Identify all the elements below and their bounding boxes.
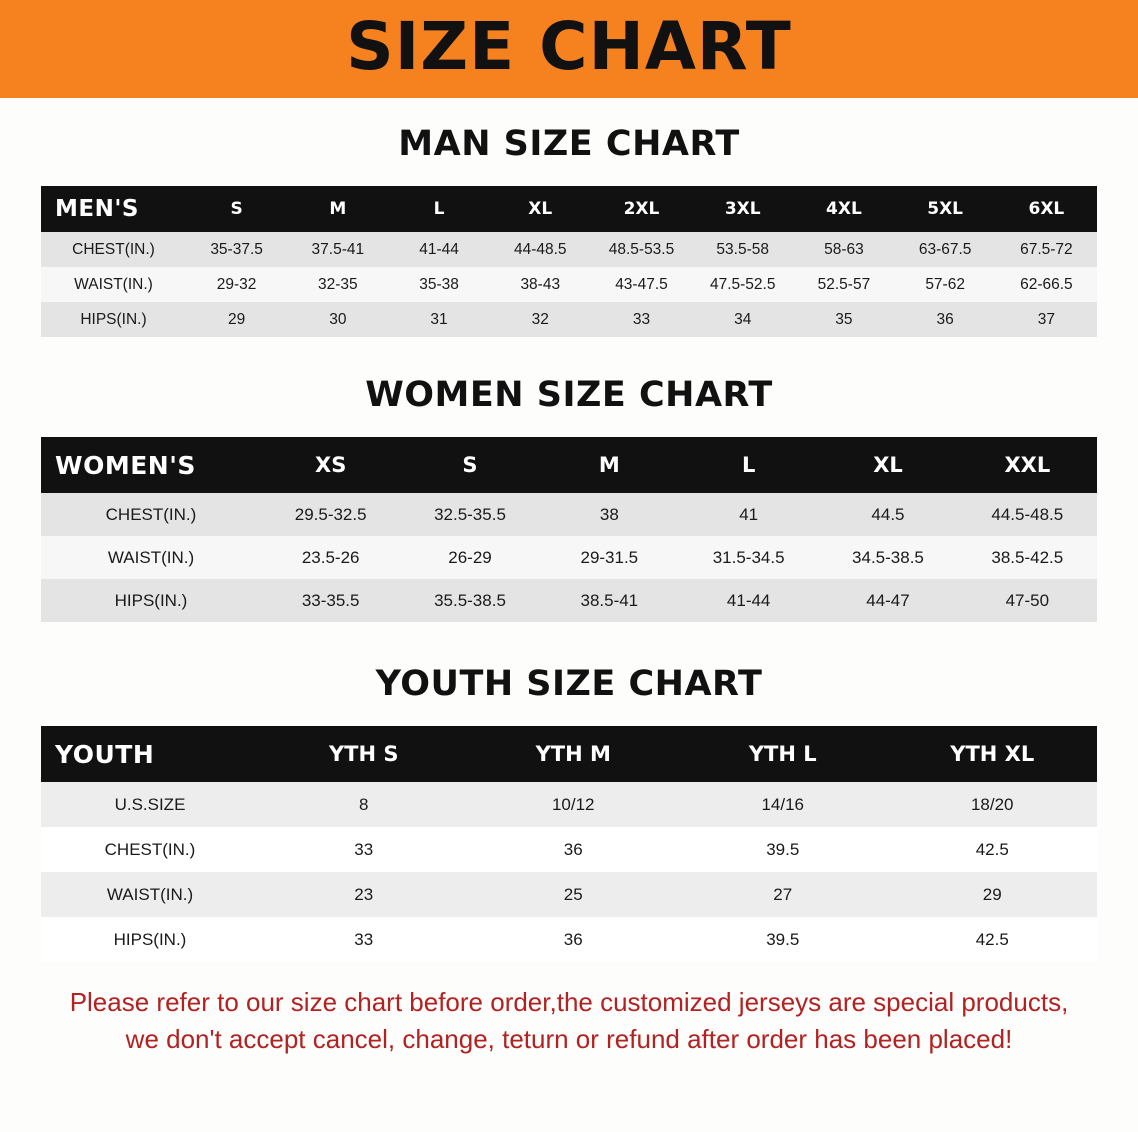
table-row <box>41 827 1097 872</box>
women-cell: 38 <box>540 493 679 536</box>
women-cell: 44-47 <box>818 579 957 622</box>
table-row <box>41 493 1097 536</box>
youth-section-heading: YOUTH SIZE CHART <box>375 664 763 704</box>
man-cell: 41-44 <box>388 232 489 267</box>
women-cell: 47-50 <box>958 579 1097 622</box>
man-cell: 37 <box>996 302 1097 337</box>
youth-cell: 29 <box>888 872 1098 917</box>
youth-column-header: YTH M <box>469 726 679 782</box>
man-cell: 33 <box>591 302 692 337</box>
page-banner <box>0 0 1138 98</box>
policy-note-line-2: we don't accept cancel, change, teturn or refund after order has been placed! <box>125 1023 1013 1054</box>
table-row <box>41 232 1097 267</box>
youth-table-head <box>41 726 1097 782</box>
man-cell: 30 <box>287 302 388 337</box>
women-cell: 23.5-26 <box>261 536 400 579</box>
women-row-label: WAIST(IN.) <box>41 536 261 579</box>
youth-cell: 36 <box>469 827 679 872</box>
table-row <box>41 267 1097 302</box>
man-cell: 53.5-58 <box>692 232 793 267</box>
man-cell: 43-47.5 <box>591 267 692 302</box>
youth-cell: 39.5 <box>678 917 888 962</box>
man-cell: 63-67.5 <box>895 232 996 267</box>
policy-note-line-1: Please refer to our size chart before order,the customized jerseys are special products, <box>69 987 1069 1017</box>
youth-row-label: HIPS(IN.) <box>41 917 259 962</box>
man-section-heading: MAN SIZE CHART <box>398 124 740 164</box>
man-column-header: S <box>186 186 287 232</box>
man-cell: 37.5-41 <box>287 232 388 267</box>
man-row-label: CHEST(IN.) <box>41 232 186 267</box>
women-table-wrap <box>0 437 1138 622</box>
table-header-row <box>41 437 1097 493</box>
man-cell: 48.5-53.5 <box>591 232 692 267</box>
youth-cell: 18/20 <box>888 782 1098 827</box>
man-cell: 29 <box>186 302 287 337</box>
youth-size-table <box>41 726 1097 962</box>
youth-cell: 14/16 <box>678 782 888 827</box>
man-cell: 57-62 <box>895 267 996 302</box>
table-row <box>41 872 1097 917</box>
man-cell: 36 <box>895 302 996 337</box>
table-row <box>41 782 1097 827</box>
man-column-header: 5XL <box>895 186 996 232</box>
youth-cell: 33 <box>259 917 469 962</box>
man-column-header: 6XL <box>996 186 1097 232</box>
man-header-label: MEN'S <box>41 186 186 232</box>
youth-cell: 42.5 <box>888 917 1098 962</box>
man-cell: 62-66.5 <box>996 267 1097 302</box>
man-row-label: HIPS(IN.) <box>41 302 186 337</box>
man-table-wrap <box>0 186 1138 337</box>
women-column-header: XS <box>261 437 400 493</box>
youth-cell: 33 <box>259 827 469 872</box>
women-row-label: HIPS(IN.) <box>41 579 261 622</box>
women-column-header: L <box>679 437 818 493</box>
man-row-label: WAIST(IN.) <box>41 267 186 302</box>
women-section-heading: WOMEN SIZE CHART <box>365 375 773 415</box>
man-column-header: XL <box>490 186 591 232</box>
women-cell: 41 <box>679 493 818 536</box>
women-cell: 38.5-42.5 <box>958 536 1097 579</box>
women-cell: 41-44 <box>679 579 818 622</box>
women-cell: 44.5 <box>818 493 957 536</box>
youth-row-label: U.S.SIZE <box>41 782 259 827</box>
women-table-head <box>41 437 1097 493</box>
man-cell: 32-35 <box>287 267 388 302</box>
youth-cell: 10/12 <box>469 782 679 827</box>
man-cell: 52.5-57 <box>793 267 894 302</box>
women-column-header: S <box>400 437 539 493</box>
youth-column-header: YTH L <box>678 726 888 782</box>
youth-cell: 39.5 <box>678 827 888 872</box>
youth-column-header: YTH XL <box>888 726 1098 782</box>
policy-note <box>0 984 1138 1058</box>
youth-cell: 27 <box>678 872 888 917</box>
women-table-body <box>41 493 1097 622</box>
youth-table-wrap <box>0 726 1138 962</box>
man-column-header: 4XL <box>793 186 894 232</box>
women-cell: 32.5-35.5 <box>400 493 539 536</box>
women-cell: 33-35.5 <box>261 579 400 622</box>
man-size-table <box>41 186 1097 337</box>
table-row <box>41 579 1097 622</box>
women-cell: 34.5-38.5 <box>818 536 957 579</box>
youth-cell: 23 <box>259 872 469 917</box>
man-table-head <box>41 186 1097 232</box>
women-cell: 35.5-38.5 <box>400 579 539 622</box>
women-cell: 31.5-34.5 <box>679 536 818 579</box>
youth-header-label: YOUTH <box>41 726 259 782</box>
women-row-label: CHEST(IN.) <box>41 493 261 536</box>
man-cell: 44-48.5 <box>490 232 591 267</box>
man-column-header: L <box>388 186 489 232</box>
man-cell: 67.5-72 <box>996 232 1097 267</box>
youth-cell: 42.5 <box>888 827 1098 872</box>
table-header-row <box>41 726 1097 782</box>
women-cell: 29-31.5 <box>540 536 679 579</box>
man-cell: 34 <box>692 302 793 337</box>
youth-cell: 25 <box>469 872 679 917</box>
women-cell: 44.5-48.5 <box>958 493 1097 536</box>
youth-cell: 8 <box>259 782 469 827</box>
youth-column-header: YTH S <box>259 726 469 782</box>
women-header-label: WOMEN'S <box>41 437 261 493</box>
man-cell: 29-32 <box>186 267 287 302</box>
women-column-header: XL <box>818 437 957 493</box>
youth-table-body <box>41 782 1097 962</box>
man-cell: 38-43 <box>490 267 591 302</box>
women-column-header: M <box>540 437 679 493</box>
man-cell: 32 <box>490 302 591 337</box>
women-cell: 29.5-32.5 <box>261 493 400 536</box>
women-size-table <box>41 437 1097 622</box>
page-title: SIZE CHART <box>346 8 792 85</box>
man-cell: 35 <box>793 302 894 337</box>
table-header-row <box>41 186 1097 232</box>
man-table-body <box>41 232 1097 337</box>
man-cell: 58-63 <box>793 232 894 267</box>
man-cell: 47.5-52.5 <box>692 267 793 302</box>
man-cell: 35-37.5 <box>186 232 287 267</box>
man-column-header: 2XL <box>591 186 692 232</box>
table-row <box>41 917 1097 962</box>
man-column-header: 3XL <box>692 186 793 232</box>
table-row <box>41 302 1097 337</box>
man-cell: 35-38 <box>388 267 489 302</box>
women-cell: 38.5-41 <box>540 579 679 622</box>
man-cell: 31 <box>388 302 489 337</box>
women-column-header: XXL <box>958 437 1097 493</box>
youth-row-label: WAIST(IN.) <box>41 872 259 917</box>
man-column-header: M <box>287 186 388 232</box>
table-row <box>41 536 1097 579</box>
youth-row-label: CHEST(IN.) <box>41 827 259 872</box>
youth-cell: 36 <box>469 917 679 962</box>
women-cell: 26-29 <box>400 536 539 579</box>
